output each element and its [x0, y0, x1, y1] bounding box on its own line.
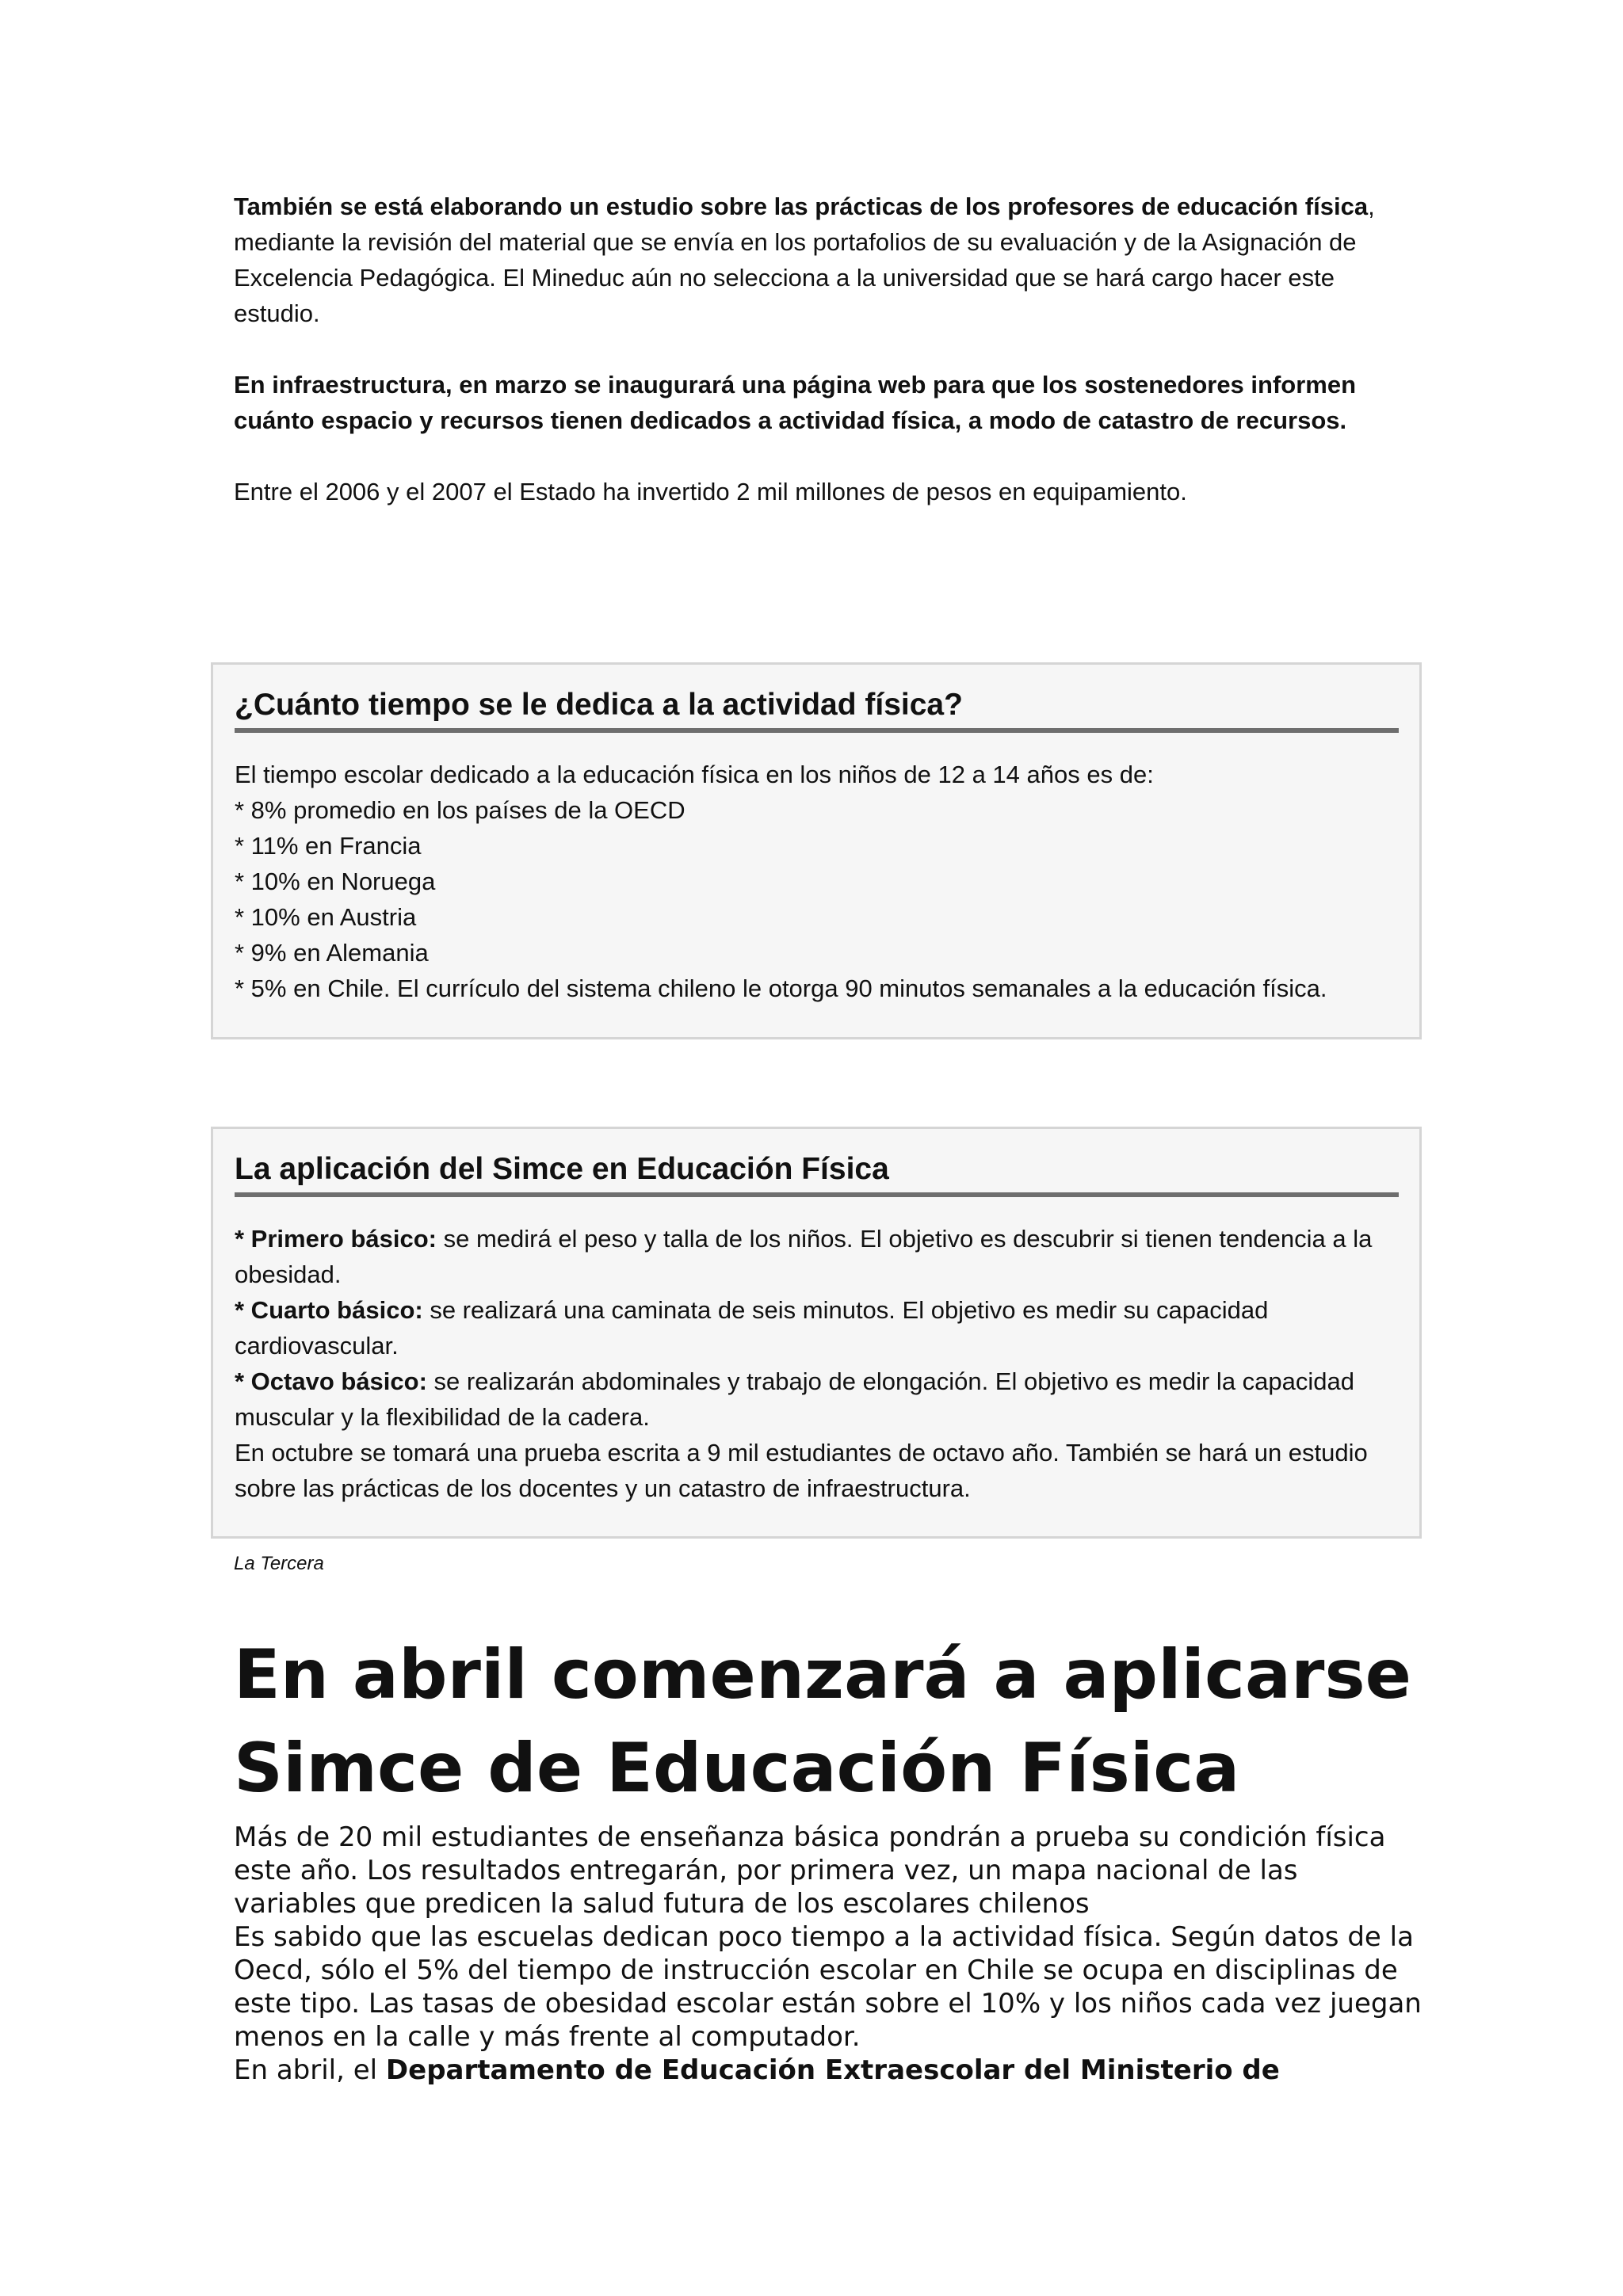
activity-time-box: [211, 662, 1422, 1039]
list-item: * 10% en Austria: [235, 903, 417, 931]
intro-paragraph-3: Entre el 2006 y el 2007 el Estado ha invertido 2 mil millones de pesos en equipamiento.: [234, 478, 1187, 505]
list-item: * 8% promedio en los países de la OECD: [235, 796, 685, 824]
intro-paragraph-1-text: , mediante la revisión del material que se envía en los portafolios de su evaluación y de la Asignación de Excelencia Pedagógica. El Mineduc aún no selecciona a la universidad que se hará cargo hacer este estudio.: [234, 193, 1375, 327]
simce-box-title: La aplicación del Simce en Educación Física: [235, 1150, 1399, 1197]
list-item: [235, 1221, 1399, 1292]
article-paragraph-2-bold: Departamento de Educación Extraescolar del Ministerio de: [385, 2054, 1280, 2086]
list-item: [235, 1363, 1399, 1435]
list-item-label: * Cuarto básico:: [235, 1296, 423, 1324]
list-item-text: se realizará una caminata de seis minutos. El objetivo es medir su capacidad cardiovascular.: [235, 1296, 1269, 1360]
list-item: [235, 1292, 1399, 1363]
article-headline: En abril comenzará a aplicarse Simce de Educación Física: [234, 1635, 1411, 1808]
intro-section: [234, 189, 1391, 509]
list-item: * 11% en Francia: [235, 832, 422, 860]
list-item: * 5% en Chile. El currículo del sistema chileno le otorga 90 minutos semanales a la educación física.: [235, 974, 1327, 1002]
list-item: * 9% en Alemania: [235, 939, 429, 967]
article-paragraph-2-start: En abril, el: [234, 2054, 386, 2086]
source-credit: La Tercera: [234, 1553, 324, 1574]
intro-paragraph-2: En infraestructura, en marzo se inaugurará una página web para que los sostenedores informen cuánto espacio y recursos tienen dedicados a actividad física, a modo de catastro de recursos.: [234, 371, 1357, 434]
list-item-text: se medirá el peso y talla de los niños. El objetivo es descubrir si tienen tendencia a la obesidad.: [235, 1225, 1373, 1288]
simce-box-closing: En octubre se tomará una prueba escrita a 9 mil estudiantes de octavo año. También se hará un estudio sobre las prácticas de los docentes y un catastro de infraestructura.: [235, 1439, 1368, 1502]
list-item-label: * Octavo básico:: [235, 1367, 427, 1395]
activity-time-box-title: ¿Cuánto tiempo se le dedica a la actividad física?: [235, 685, 1399, 733]
list-item: * 10% en Noruega: [235, 868, 436, 895]
list-item-text: se realizarán abdominales y trabajo de elongación. El objetivo es medir la capacidad muscular y la flexibilidad de la cadera.: [235, 1367, 1355, 1431]
simce-box: [211, 1127, 1422, 1539]
article-body: [234, 1821, 1423, 2087]
article-lead: Más de 20 mil estudiantes de enseñanza básica pondrán a prueba su condición física este año. Los resultados entregarán, por primera vez, un mapa nacional de las variables que predicen la salud futura de los escolares chilenos: [234, 1821, 1386, 1920]
intro-paragraph-1-bold: También se está elaborando un estudio sobre las prácticas de los profesores de educación física: [234, 193, 1369, 220]
intro-paragraph-1: [234, 189, 1391, 331]
article-paragraph-1: Es sabido que las escuelas dedican poco tiempo a la actividad física. Según datos de la Oecd, sólo el 5% del tiempo de instrucción escolar en Chile se ocupa en disciplinas de este tipo. Las tasas de obesidad escolar están sobre el 10% y los niños cada vez juegan menos en la calle y más frente al computador.: [234, 1921, 1422, 2053]
article-paragraph-2: [234, 2054, 1423, 2087]
activity-time-box-intro: El tiempo escolar dedicado a la educación física en los niños de 12 a 14 años es de:: [235, 761, 1154, 788]
list-item-label: * Primero básico:: [235, 1225, 437, 1253]
